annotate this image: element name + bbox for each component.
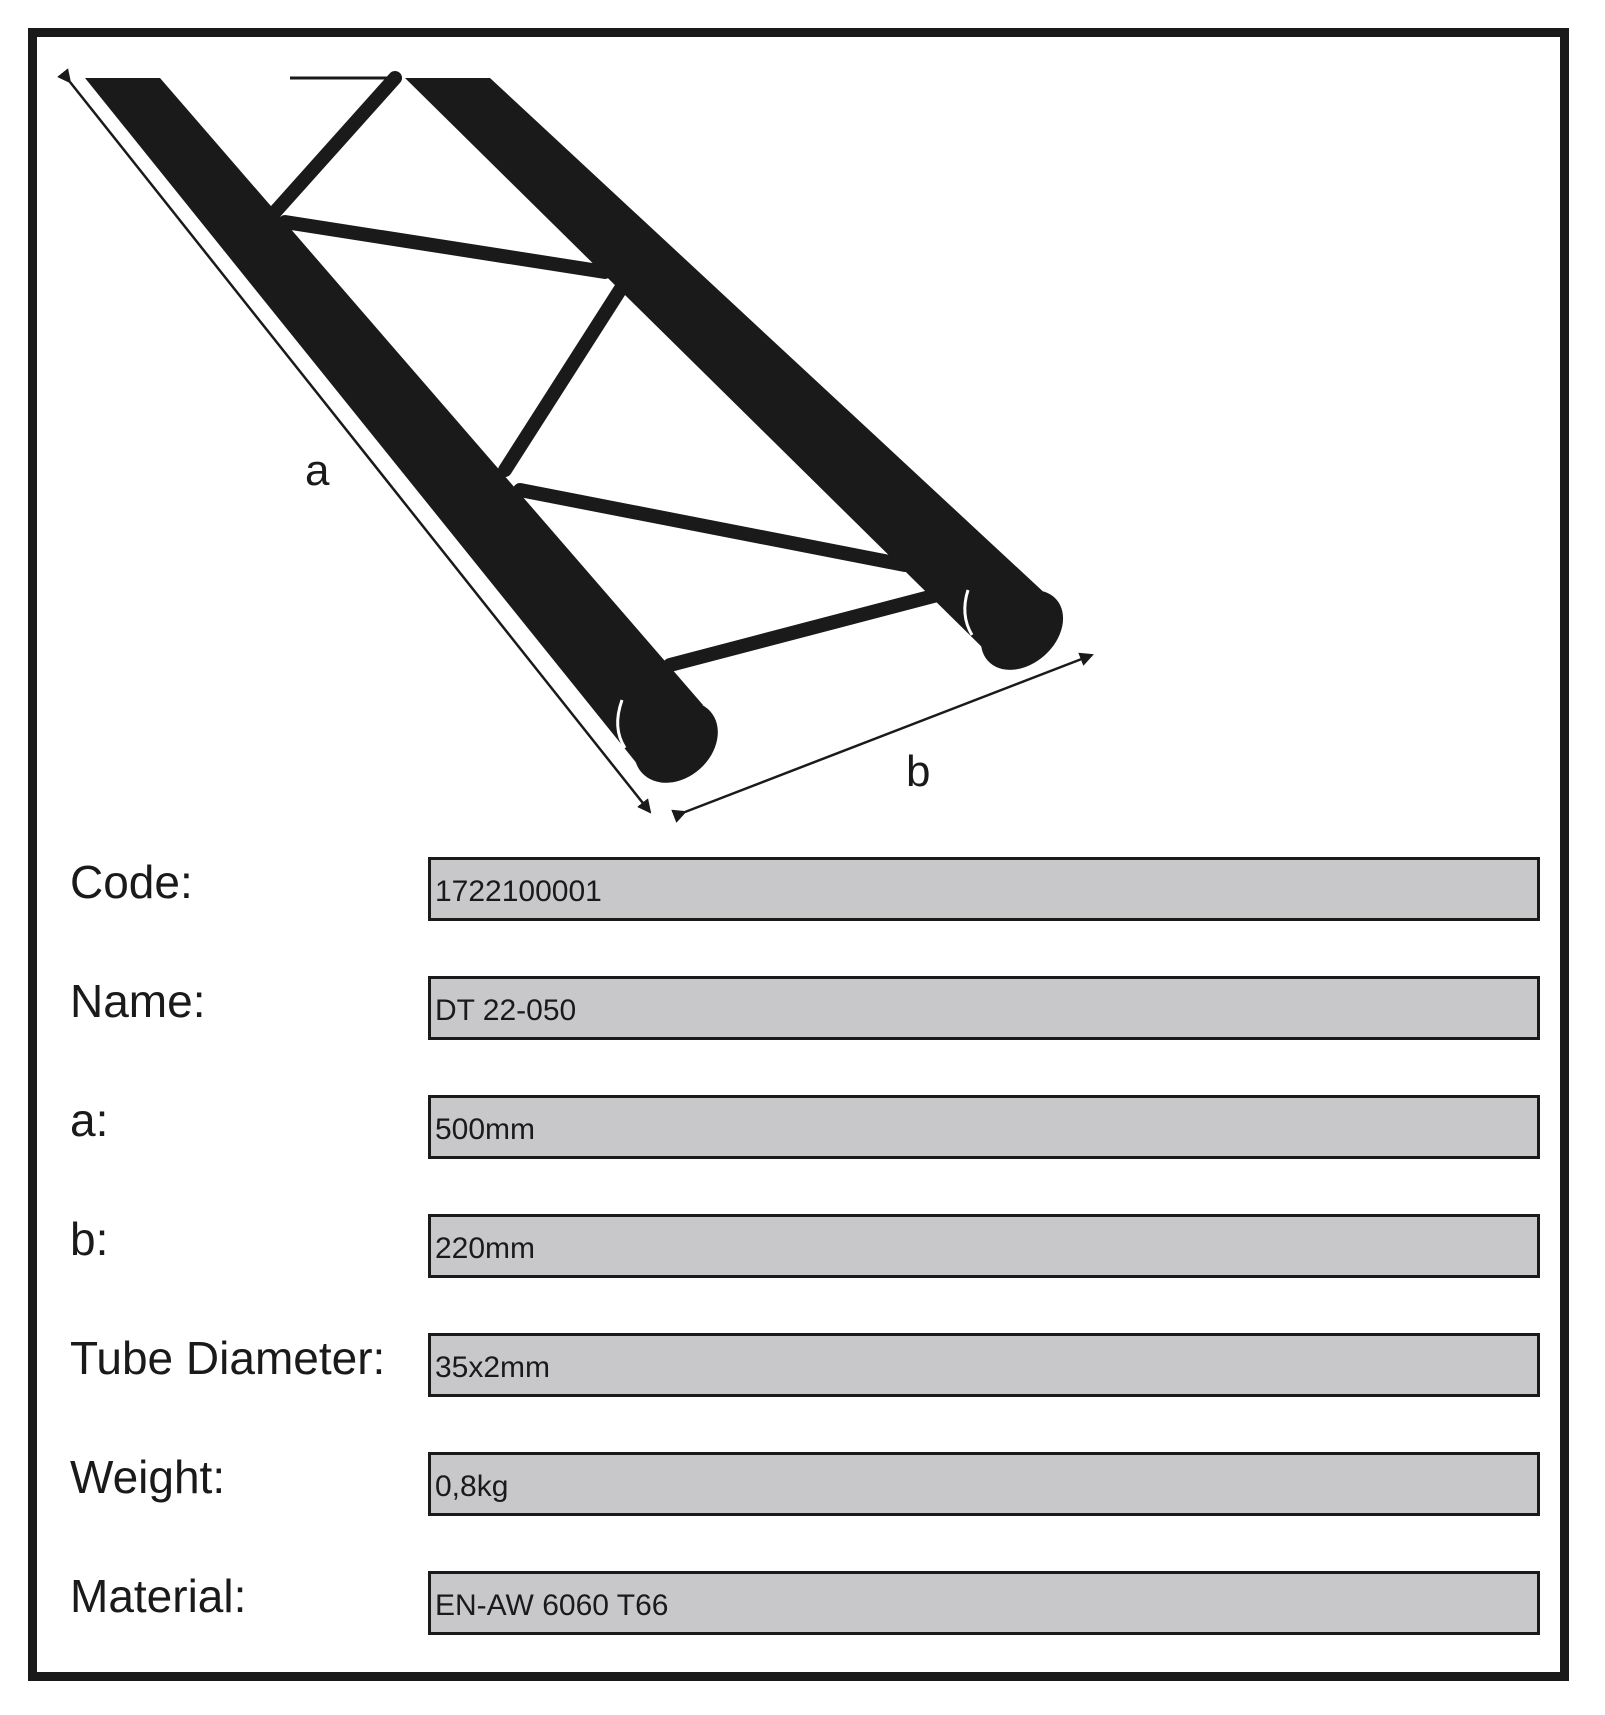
spec-label-code: Code: [70,856,193,908]
dimension-b-arrow [685,655,1092,812]
spec-value-name[interactable]: DT 22-050 [428,976,1540,1040]
left-main-tube [85,78,734,800]
spec-value-code[interactable]: 1722100001 [428,857,1540,921]
spec-label-material: Material: [70,1570,247,1622]
truss-drawing [0,0,1605,840]
spec-row-name [70,976,1540,1040]
spec-row-b [70,1214,1540,1278]
spec-row-weight [70,1452,1540,1516]
spec-value-tube-diameter[interactable]: 35x2mm [428,1333,1540,1397]
spec-label-name: Name: [70,975,206,1027]
spec-value-b[interactable]: 220mm [428,1214,1540,1278]
dimension-a-label: a [305,446,330,495]
spec-value-weight[interactable]: 0,8kg [428,1452,1540,1516]
spec-row-a [70,1095,1540,1159]
spec-label-tube-diameter: Tube Diameter: [70,1332,386,1384]
spec-row-tube-diameter [70,1333,1540,1397]
spec-value-material[interactable]: EN-AW 6060 T66 [428,1571,1540,1635]
spec-label-b: b: [70,1213,109,1265]
spec-row-code [70,857,1540,921]
spec-label-weight: Weight: [70,1451,226,1503]
dimension-b-label: b [906,747,931,796]
spec-row-material [70,1571,1540,1635]
spec-label-a: a: [70,1094,109,1146]
spec-value-a[interactable]: 500mm [428,1095,1540,1159]
